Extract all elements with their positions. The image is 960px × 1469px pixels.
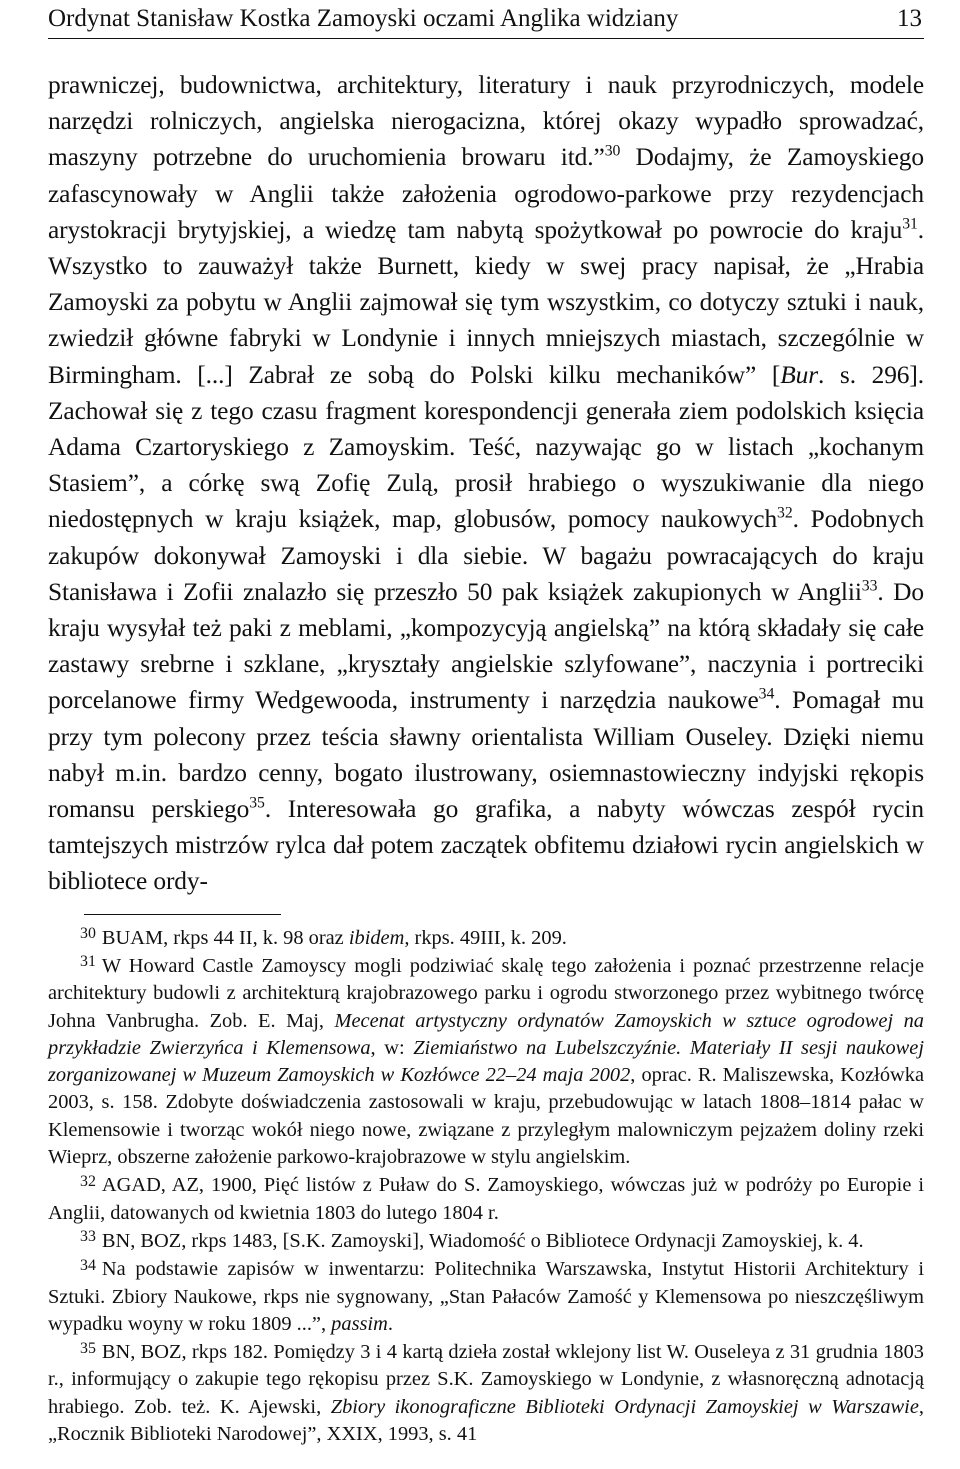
footnote-text: , „Rocznik Biblioteki Narodowej”, XXIX, 1993, s. 41: [48, 1395, 924, 1446]
footnote-text: .: [387, 1312, 393, 1335]
footnote-divider: [84, 914, 281, 915]
text-run: Dodajmy, że Zamoyskiego zafascynowały w Anglii także założenia ogrodowo-parkowe przy rezydencjach arystokracji brytyjskiej, a wiedzę tam nabytą spożytkował po powrocie do kraju: [48, 143, 924, 244]
footnote-ref-30: 30: [604, 142, 621, 160]
footnote-32: [48, 1172, 924, 1227]
text-run: . Wszystko to zauważył także Burnett, kiedy w swej pracy napisał, że „Hrabia Zamoyski za pobytu w Anglii zajmował się tym wszystkim, co dotyczy sztuki i nauk, zwiedził główne fabryki w Londynie i innych mniejszych miastach, szczególnie w Birmingham. [...] Zabrał ze sobą do Polski kilku mechaników” [: [48, 215, 924, 389]
footnote-30: [48, 925, 924, 952]
main-text: [48, 67, 924, 900]
footnote-text: BN, BOZ, rkps 182. Pomiędzy 3 i 4 kartą dzieła został wklejony list W. Ouseleya z 31 grudnia 1803 r., informujący o zakupie tego rękopisu przez S.K. Zamoyskiego w Londynie, z własnoręczną adnotacją hrabiego. Zob. też. K. Ajewski,: [48, 1341, 924, 1418]
footnote-number: 32: [80, 1172, 96, 1190]
footnote-number: 33: [80, 1228, 96, 1246]
footnote-35: [48, 1339, 924, 1448]
footnote-text: , rkps. 49III, k. 209.: [404, 926, 567, 949]
footnote-ref-32: 32: [777, 504, 793, 522]
footnote-italic: Mecenat artystyczny ordynatów Zamoyskich w sztuce ogrodowej na przykładzie Zwierzyńca i Klemensowa: [48, 1009, 925, 1059]
footnote-text: Na podstawie zapisów w inwentarzu: Politechnika Warszawska, Instytut Historii Architektury i Sztuki. Zbiory Naukowe, rkps nie sygnowany, „Stan Pałaców Zamość y Klemensowa po nieszczęśliwym wypadku woyny w roku 1809 ...”,: [48, 1258, 924, 1335]
footnote-number: 34: [80, 1256, 96, 1274]
body-paragraph: [48, 67, 924, 900]
footnote-italic: passim: [331, 1312, 388, 1335]
page-number: 13: [897, 5, 922, 32]
footnote-34: [48, 1256, 924, 1338]
footnote-text: W Howard Castle Zamoyscy mogli podziwiać skalę tego założenia i poznać przestrzenne relacje architektury budowli z architekturą krajobrazowego parku i ogrodu stworzonego przez wybitnego twórcę Johna Vanbrugha. Zob. E. Maj,: [48, 954, 924, 1032]
footnote-number: 31: [80, 953, 96, 971]
footnote-text: BN, BOZ, rkps 1483, [S.K. Zamoyski], Wiadomość o Bibliotece Ordynacji Zamoyskiej, k. 4.: [101, 1229, 864, 1252]
citation-abbrev: Bur: [780, 360, 818, 389]
text-run: . s. 296]. Zachował się z tego czasu fragment korespondencji generała ziem podolskich księcia Adama Czartoryskiego z Zamoyskim. Teść, nazywając go w listach „kochanym Stasiem”, a córkę swą Zofię Zulą, prosił hrabiego o wyszukiwanie dla niego niedostępnych w kraju książek, map, globusów, pomocy naukowych: [48, 360, 924, 534]
text-run: . Do kraju wysyłał też paki z meblami, „kompozycyją angielską” na którą składały się całe zastawy srebrne i szklane, „kryształy angielskie szlyfowane”, naczynia i portreciki porcelanowe firmy Wedgewooda, instrumenty i narzędzia naukowe: [48, 577, 925, 715]
footnote-ref-34: 34: [758, 685, 775, 703]
running-head: [48, 0, 924, 39]
footnote-text: , oprac. R. Maliszewska, Kozłówka 2003, s. 158. Zdobyte doświadczenia zastosowali w kraju, przebudowując w latach 1808–1814 pałac w Klemensowie i tworząc wokół niego nowe, związane z przyległym malowniczym pejzażem doliny rzeki Wieprz, obszerne założenie parkowo-krajobrazowe w stylu angielskim.: [48, 1064, 925, 1169]
footnote-italic: Ziemiaństwo na Lubelszczyźnie. Materiały II sesji naukowej zorganizowanej w Muzeum Zamoyskich w Kozłówce 22–24 maja 2002: [48, 1036, 924, 1087]
footnote-33: [48, 1228, 924, 1255]
running-title: Ordynat Stanisław Kostka Zamoyski oczami Anglika widziany: [48, 5, 679, 32]
footnote-text: BUAM, rkps 44 II, k. 98 oraz: [101, 926, 349, 949]
footnote-31: [48, 953, 924, 1171]
footnote-text: AGAD, AZ, 1900, Pięć listów z Puław do S. Zamoyskiego, wówczas już w podróży po Europie i Anglii, datowanych od kwietnia 1803 do lutego 1804 r.: [48, 1174, 924, 1224]
footnote-italic: Zbiory ikonograficzne Biblioteki Ordynacji Zamoyskiej w Warszawie: [330, 1395, 919, 1418]
text-run: . Interesowała go grafika, a nabyty wówczas zespół rycin tamtejszych mistrzów rylca dał potem zaczątek obfitemu działowi rycin angielskich w bibliotece ordy-: [48, 795, 924, 896]
footnotes: [48, 925, 924, 1449]
footnote-ref-35: 35: [249, 794, 265, 812]
footnote-number: 35: [80, 1339, 96, 1357]
text-run: . Podobnych zakupów dokonywał Zamoyski i dla siebie. W bagażu powracających do kraju Stanisława i Zofii znalazło się przeszło 50 pak książek zakupionych w Anglii: [48, 505, 924, 606]
footnote-ref-33: 33: [861, 577, 878, 595]
footnote-text: , w:: [370, 1036, 414, 1059]
footnote-italic: ibidem: [348, 926, 405, 949]
text-run: . Pomagał mu przy tym polecony przez teścia sławny orientalista William Ouseley. Dzięki niemu nabył m.in. bardzo cenny, bogato ilustrowany, osiemnastowieczny indyjski rękopis romansu perskiego: [48, 686, 924, 824]
text-run: prawniczej, budownictwa, architektury, literatury i nauk przyrodniczych, modele narzędzi rolniczych, angielska nierogacizna, której okazy wypadło sprowadzać, maszyny potrzebne do uruchomienia browaru itd.”: [48, 71, 924, 172]
footnote-ref-31: 31: [902, 215, 918, 233]
footnote-number: 30: [80, 925, 96, 943]
